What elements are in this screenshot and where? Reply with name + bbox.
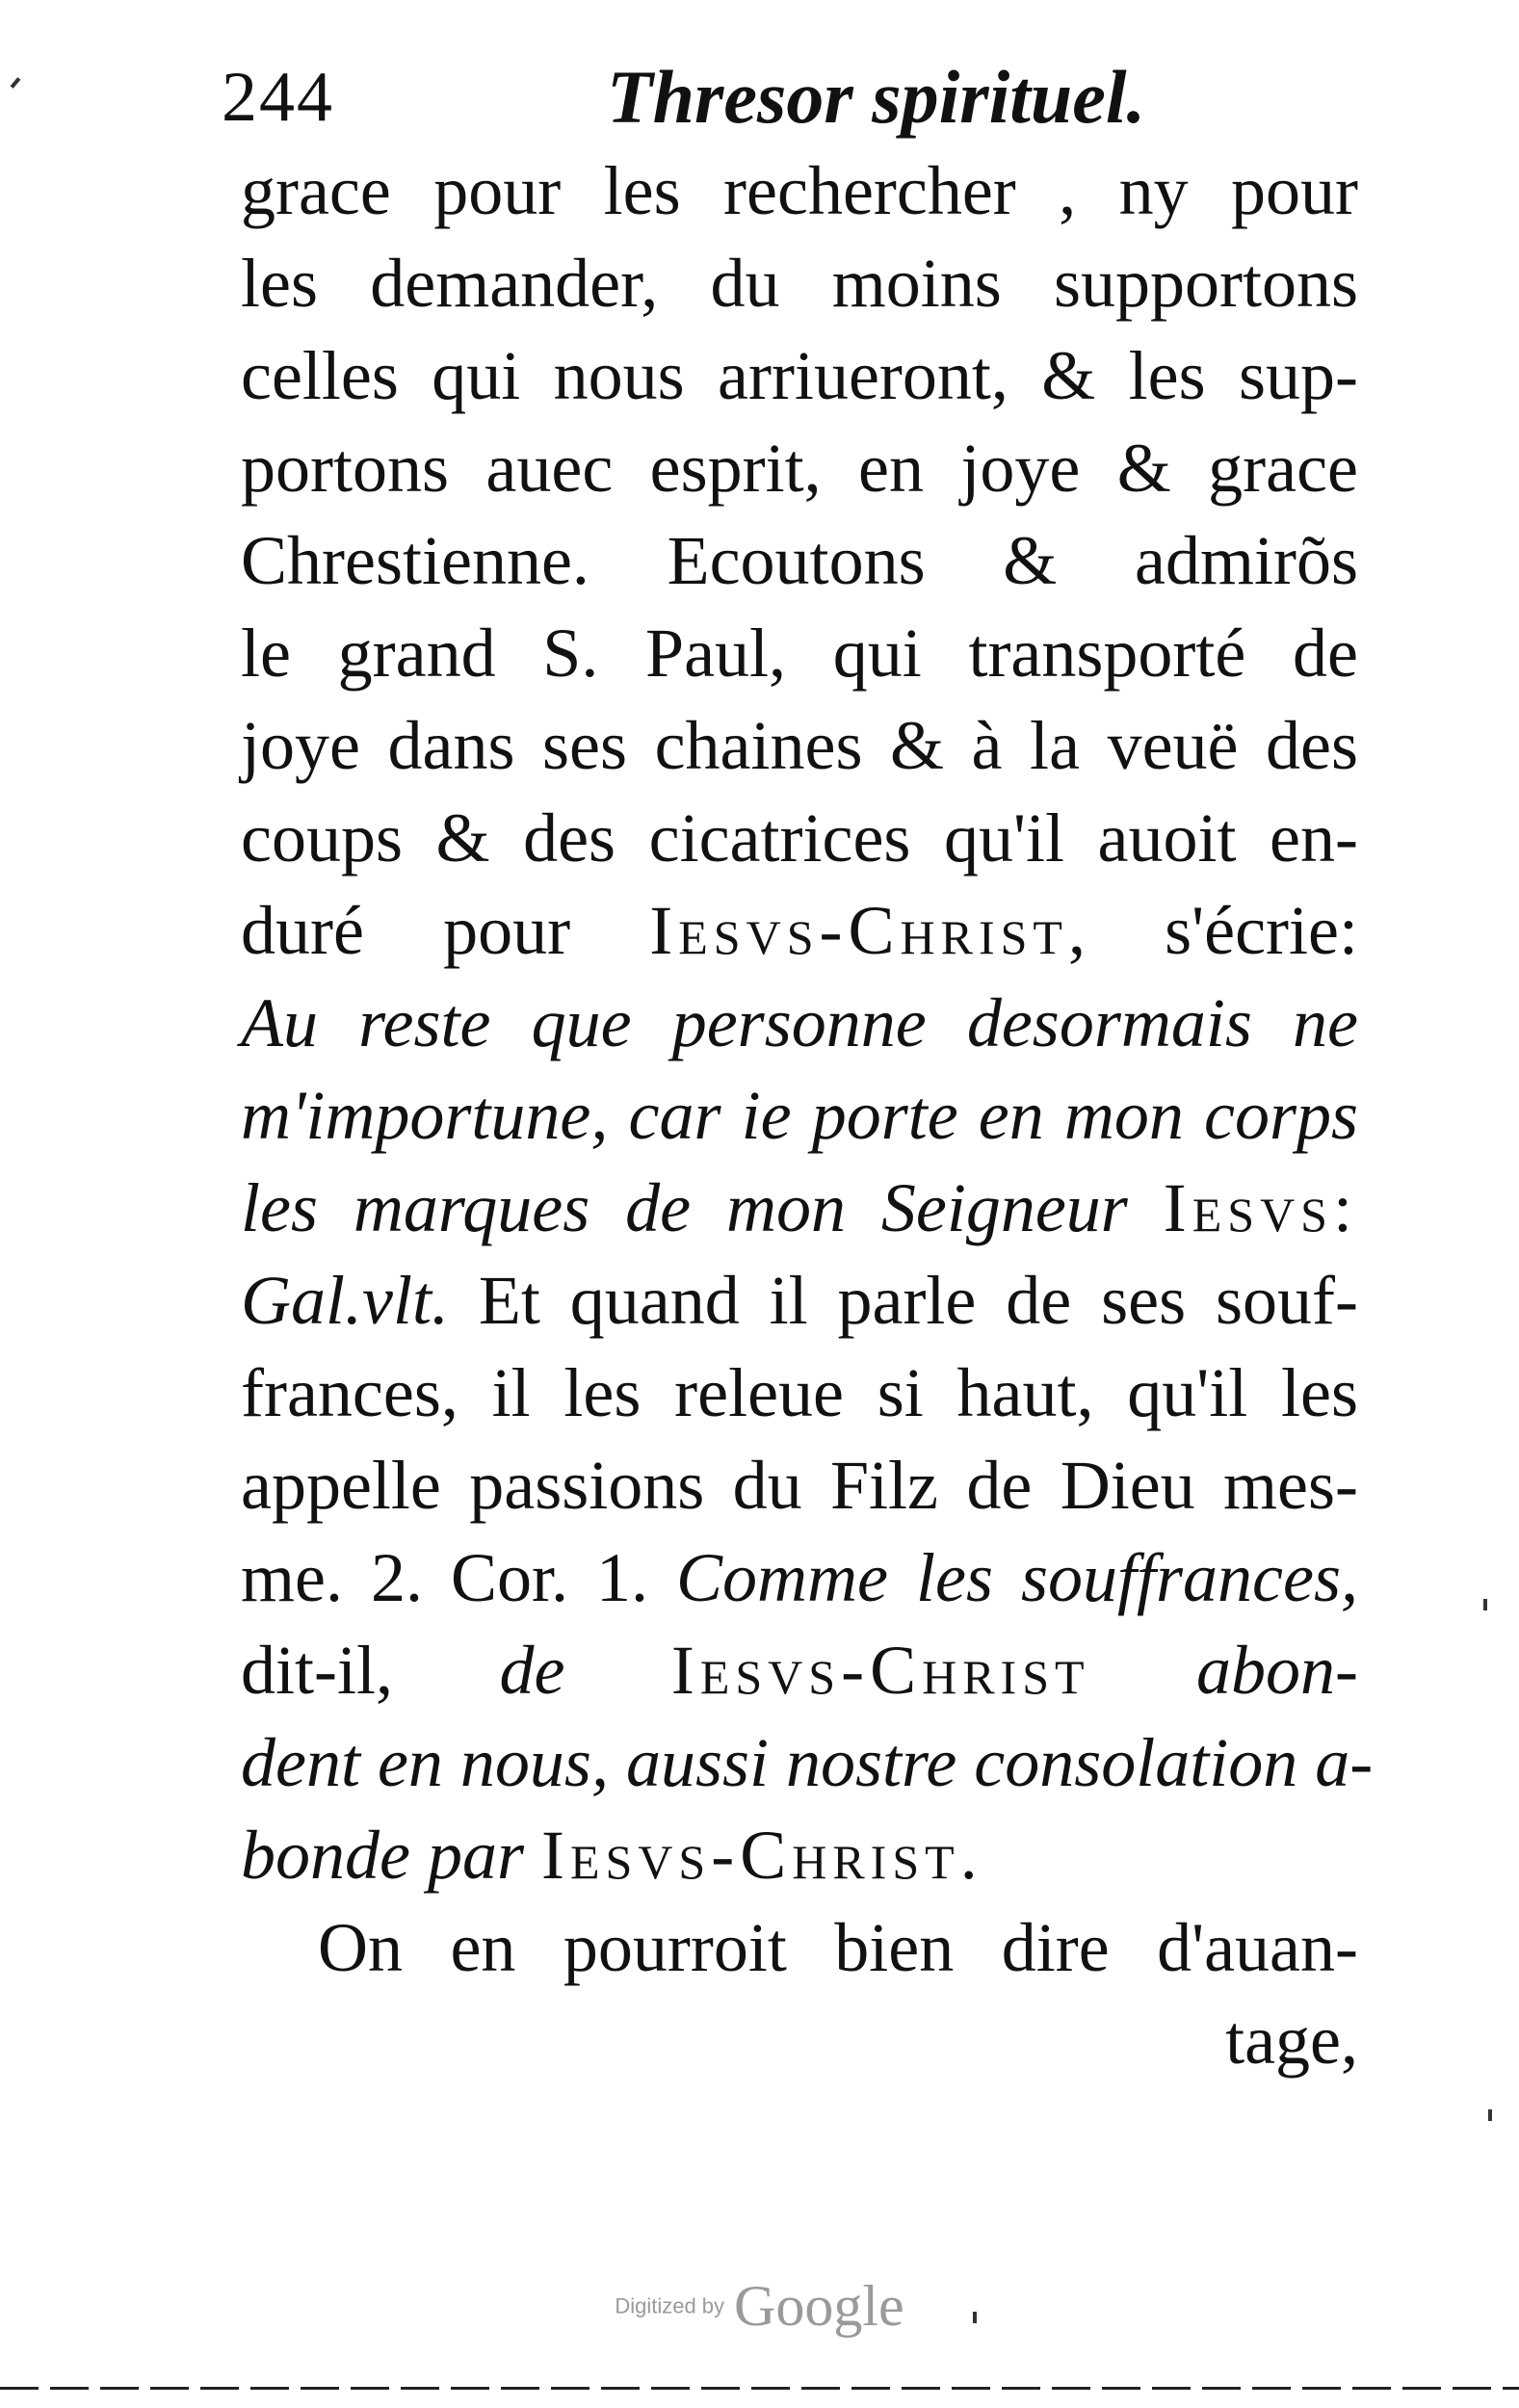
text-segment: Et quand il parle de ses souf- <box>448 1262 1358 1339</box>
text-segment: dent en nous, aussi nostre consolation a- <box>241 1724 1374 1801</box>
scan-speck <box>1488 2109 1492 2121</box>
text-segment: abon- <box>1089 1632 1358 1709</box>
text-segment: coups & des cicatrices qu'il auoit en- <box>241 799 1358 877</box>
text-line <box>241 144 1358 237</box>
text-segment: bonde par <box>241 1817 541 1894</box>
text-segment: le grand S. Paul, qui transporté de <box>241 615 1358 692</box>
text-line <box>241 1254 1358 1347</box>
scan-speck <box>1483 1599 1487 1610</box>
text-line <box>241 1716 1374 1809</box>
text-line <box>241 422 1358 514</box>
text-line <box>241 1531 1358 1624</box>
digitization-footer <box>0 2273 1519 2340</box>
text-line <box>241 1162 1358 1254</box>
text-line <box>241 237 1358 329</box>
text-segment: appelle passions du Filz de Dieu mes- <box>241 1447 1358 1524</box>
text-line <box>241 977 1358 1069</box>
body-text <box>241 144 1374 2086</box>
text-line <box>241 1624 1358 1716</box>
text-line <box>241 1809 1358 1901</box>
text-segment: Iesvs-Christ <box>540 1817 960 1894</box>
text-segment: Au reste que personne desormais ne <box>241 984 1358 1061</box>
text-line <box>241 607 1358 699</box>
text-segment: m'importune, car ie porte en mon corps <box>241 1077 1358 1154</box>
text-line <box>241 1901 1358 1994</box>
text-segment: celles qui nous arriueront, & les sup- <box>241 337 1358 414</box>
text-segment: joye dans ses chaines & à la veuë des <box>241 707 1358 784</box>
text-segment: Comme les souffrances, <box>676 1539 1358 1616</box>
text-line <box>241 1347 1358 1439</box>
text-segment: Iesvs: <box>1163 1169 1358 1246</box>
google-logo: Google <box>734 2274 904 2338</box>
text-segment: les demander, du moins supportons <box>241 245 1358 322</box>
text-segment: de <box>499 1632 671 1709</box>
scan-speck <box>973 2312 977 2323</box>
page-number: 244 <box>222 58 334 137</box>
running-title: Thresor spirituel. <box>607 55 1146 139</box>
text-segment: les marques de mon Seigneur <box>241 1169 1164 1246</box>
text-segment: , s'écrie: <box>1067 892 1358 969</box>
text-line <box>241 1069 1358 1162</box>
text-line <box>241 792 1358 884</box>
text-line <box>241 699 1358 792</box>
text-segment: portons auec esprit, en joye & grace <box>241 430 1358 507</box>
text-line <box>241 1439 1358 1531</box>
text-segment: duré pour <box>241 892 650 969</box>
catchword <box>241 1994 1358 2086</box>
text-segment: me. 2. Cor. 1. <box>241 1539 677 1616</box>
text-segment: Iesvs-Christ <box>670 1632 1090 1709</box>
text-segment: . <box>959 1817 978 1894</box>
digitized-by-label: Digitized by <box>615 2293 725 2318</box>
text-segment: tage, <box>1225 2002 1358 2079</box>
scan-speck <box>11 77 21 89</box>
bottom-edge-rule <box>0 2387 1519 2390</box>
page-header <box>222 37 1185 143</box>
text-segment: grace pour les rechercher , ny pour <box>241 152 1358 229</box>
text-segment: Chrestienne. Ecoutons & admirõs <box>241 522 1358 599</box>
text-line <box>241 514 1358 607</box>
text-segment: frances, il les releue si haut, qu'il les <box>241 1354 1358 1431</box>
text-segment: Gal.vlt. <box>241 1262 449 1339</box>
text-segment: Iesvs-Christ <box>649 892 1068 969</box>
text-segment: On en pourroit bien dire d'auan- <box>318 1909 1358 1986</box>
text-line <box>241 329 1358 422</box>
text-segment: dit-il, <box>241 1632 500 1709</box>
text-line <box>241 884 1358 977</box>
